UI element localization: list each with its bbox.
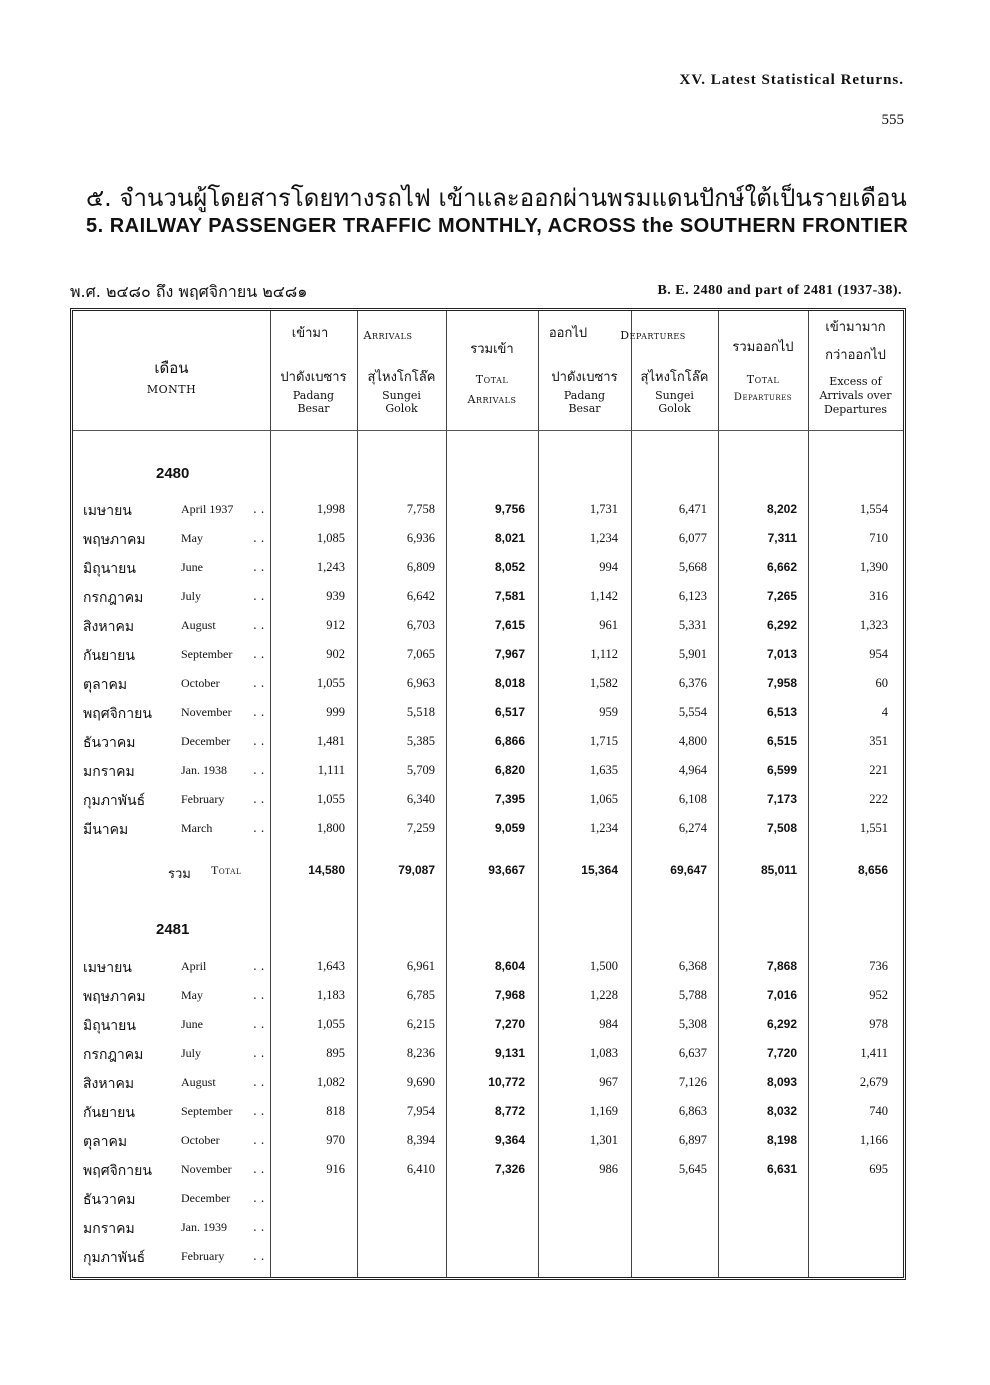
table-row: [73, 1069, 903, 1098]
cell-sa: 6,936: [406, 531, 435, 545]
cell-pa: 902: [326, 647, 345, 661]
leader-dots: . .: [253, 1249, 265, 1263]
cell-sa: 6,642: [406, 589, 435, 603]
cell-ex: 222: [869, 792, 888, 806]
cell-ex: 351: [869, 734, 888, 748]
month-eng: November: [181, 705, 232, 719]
month-eng: October: [181, 676, 220, 690]
cell-pd: 1,234: [589, 821, 618, 835]
cell-sa: 6,410: [406, 1162, 435, 1176]
leader-dots: . .: [253, 821, 265, 835]
cell-ex: 710: [869, 531, 888, 545]
month-eng: December: [181, 734, 231, 748]
cell-ex: 316: [869, 589, 888, 603]
excess-thai: กว่าออกไป: [825, 348, 886, 363]
cell-td: 7,868: [766, 959, 797, 973]
month-thai: กันยายน: [83, 648, 135, 664]
excess-eng: Excess of: [829, 375, 882, 388]
sungei-dep-eng: Golok: [658, 402, 691, 415]
table-row: [73, 612, 903, 641]
table-row: [73, 641, 903, 670]
leader-dots: . .: [253, 647, 265, 661]
month-thai: กันยายน: [83, 1105, 135, 1121]
cell-sd: 5,788: [678, 988, 707, 1002]
month-thai: ตุลาคม: [83, 677, 128, 693]
cell-sa: 6,809: [406, 560, 435, 574]
cell-pd: 1,065: [589, 792, 618, 806]
cell-sa: 7,065: [406, 647, 435, 661]
cell-sa: 7,954: [406, 1104, 435, 1118]
cell-pa: 1,055: [316, 676, 345, 690]
cell-td: 6,631: [766, 1162, 797, 1176]
cell-ta: 9,059: [494, 821, 525, 835]
cell-sd: 6,637: [678, 1046, 707, 1060]
cell-pd: 1,731: [589, 502, 618, 516]
cell-sa: 9,690: [406, 1075, 435, 1089]
cell-sa: 5,385: [406, 734, 435, 748]
cell-pd: 1,228: [589, 988, 618, 1002]
cell-sa: 6,961: [406, 959, 435, 973]
month-thai: มิถุนายน: [83, 561, 136, 577]
year-heading: 2481: [156, 921, 190, 938]
leader-dots: . .: [253, 1104, 265, 1118]
padang-dep-eng: Besar: [568, 402, 601, 415]
cell-pa: 912: [326, 618, 345, 632]
table-row: [73, 786, 903, 815]
cell-td: 7,958: [766, 676, 797, 690]
month-thai: ธันวาคม: [83, 735, 136, 751]
cell-pd: 994: [599, 560, 618, 574]
cell-td: 6,599: [766, 763, 797, 777]
cell-pd: 1,715: [589, 734, 618, 748]
cell-pd: 961: [599, 618, 618, 632]
month-eng: June: [181, 1017, 203, 1031]
table-row: [73, 699, 903, 728]
cell-sd: 6,108: [678, 792, 707, 806]
table-row: [73, 728, 903, 757]
cell-pa: 1,085: [316, 531, 345, 545]
leader-dots: . .: [253, 560, 265, 574]
header-rule: [73, 430, 903, 431]
month-eng: November: [181, 1162, 232, 1176]
total-row: [73, 857, 903, 886]
leader-dots: . .: [253, 1220, 265, 1234]
month-thai: มีนาคม: [83, 822, 129, 838]
cell-ex: 978: [869, 1017, 888, 1031]
cell-sa: 6,703: [406, 618, 435, 632]
leader-dots: . .: [253, 1046, 265, 1060]
cell-sd: 5,901: [678, 647, 707, 661]
month-thai: สิงหาคม: [83, 619, 135, 635]
cell-sd: 6,077: [678, 531, 707, 545]
cell-td: 8,198: [766, 1133, 797, 1147]
cell-td: 7,016: [766, 988, 797, 1002]
cell-pa: 1,111: [317, 763, 345, 777]
sungei-arr-eng: Sungei: [382, 389, 421, 402]
leader-dots: . .: [253, 531, 265, 545]
leader-dots: . .: [253, 988, 265, 1002]
cell-ex: 954: [869, 647, 888, 661]
cell-ex: 1,551: [859, 821, 888, 835]
month-eng: July: [181, 1046, 202, 1060]
cell-pd: 1,142: [589, 589, 618, 603]
cell-sa: 6,340: [406, 792, 435, 806]
month-thai: พฤษภาคม: [83, 989, 146, 1005]
padang-dep-eng: Padang: [563, 389, 606, 402]
cell-ta: 7,967: [494, 647, 525, 661]
cell-sd: 5,554: [678, 705, 707, 719]
cell-td: 8,202: [766, 502, 797, 516]
cell-sa: 8,394: [406, 1133, 435, 1147]
total-sd: 69,647: [670, 863, 707, 877]
padang-arr-eng: Padang: [292, 389, 335, 402]
leader-dots: . .: [253, 1133, 265, 1147]
cell-pd: 1,169: [589, 1104, 618, 1118]
excess-thai: เข้ามามาก: [825, 320, 886, 335]
cell-pa: 1,243: [316, 560, 345, 574]
cell-td: 7,508: [766, 821, 797, 835]
cell-sd: 6,471: [678, 502, 707, 516]
cell-pd: 1,112: [590, 647, 618, 661]
cell-ex: 695: [869, 1162, 888, 1176]
padang-arr-eng: Besar: [297, 402, 330, 415]
table-row: [73, 982, 903, 1011]
thai-title: ๕. จำนวนผู้โดยสารโดยทางรถไฟ เข้าและออกผ่านพรมแดนปักษ์ใต้เป็นรายเดือน: [86, 184, 907, 212]
cell-ex: 4: [881, 705, 888, 719]
cell-sd: 6,897: [678, 1133, 707, 1147]
cell-pa: 939: [326, 589, 345, 603]
cell-ta: 8,018: [494, 676, 525, 690]
cell-ta: 8,021: [494, 531, 525, 545]
table-row: [73, 1098, 903, 1127]
arrivals-eng-header: Arrivals: [363, 329, 413, 342]
cell-ex: 1,390: [859, 560, 888, 574]
total-dep-eng: Total: [746, 373, 780, 386]
cell-pd: 1,500: [589, 959, 618, 973]
month-thai: เมษายน: [83, 503, 132, 519]
leader-dots: . .: [253, 618, 265, 632]
month-thai: พฤษภาคม: [83, 532, 146, 548]
cell-sd: 5,331: [678, 618, 707, 632]
cell-pa: 895: [326, 1046, 345, 1060]
cell-ta: 10,772: [488, 1075, 525, 1089]
month-eng: March: [181, 821, 213, 835]
cell-pa: 1,055: [316, 792, 345, 806]
cell-pd: 1,083: [589, 1046, 618, 1060]
total-arr-eng: Arrivals: [467, 393, 517, 406]
cell-ta: 7,968: [494, 988, 525, 1002]
month-eng: August: [181, 1075, 216, 1089]
cell-ex: 1,166: [859, 1133, 888, 1147]
leader-dots: . .: [253, 734, 265, 748]
cell-ex: 952: [869, 988, 888, 1002]
table-row: [73, 525, 903, 554]
total-arr-thai: รวมเข้า: [470, 342, 514, 357]
cell-sd: 6,368: [678, 959, 707, 973]
month-eng: April: [181, 959, 207, 973]
cell-pa: 1,800: [316, 821, 345, 835]
cell-sa: 7,758: [406, 502, 435, 516]
table-row: [73, 1156, 903, 1185]
cell-sd: 6,274: [678, 821, 707, 835]
cell-ta: 7,395: [494, 792, 525, 806]
departures-thai-header: ออกไป: [548, 326, 588, 341]
cell-td: 6,515: [766, 734, 797, 748]
excess-eng: Arrivals over: [819, 389, 892, 402]
month-thai: ธันวาคม: [83, 1192, 136, 1208]
statistics-table: [70, 308, 906, 1280]
table-row: [73, 496, 903, 525]
excess-eng: Departures: [823, 403, 888, 416]
cell-td: 6,513: [766, 705, 797, 719]
cell-sa: 6,785: [406, 988, 435, 1002]
sungei-arr-thai: สุไหงโกโล๊ค: [367, 370, 436, 385]
table-row: [73, 583, 903, 612]
cell-ex: 1,323: [859, 618, 888, 632]
month-eng: September: [181, 1104, 233, 1118]
cell-ta: 6,866: [494, 734, 525, 748]
cell-pa: 1,998: [316, 502, 345, 516]
table-row: [73, 1243, 903, 1272]
leader-dots: . .: [253, 792, 265, 806]
total-dep-thai: รวมออกไป: [732, 340, 794, 355]
leader-dots: . .: [253, 1162, 265, 1176]
month-eng: April 1937: [181, 502, 234, 516]
total-arr-eng: Total: [475, 373, 509, 386]
year-heading: 2480: [156, 465, 190, 482]
cell-sd: 7,126: [678, 1075, 707, 1089]
cell-pa: 916: [326, 1162, 345, 1176]
cell-pd: 984: [599, 1017, 618, 1031]
cell-pa: 1,082: [316, 1075, 345, 1089]
arrivals-thai-header: เข้ามา: [291, 326, 329, 341]
cell-ex: 1,554: [859, 502, 888, 516]
cell-td: 6,292: [766, 1017, 797, 1031]
cell-ex: 60: [875, 676, 888, 690]
cell-sd: 5,645: [678, 1162, 707, 1176]
table-row: [73, 953, 903, 982]
table-row: [73, 1185, 903, 1214]
cell-td: 6,662: [766, 560, 797, 574]
month-thai: มกราคม: [83, 1221, 135, 1237]
table-row: [73, 1127, 903, 1156]
table-row: [73, 815, 903, 844]
month-eng: July: [181, 589, 202, 603]
month-eng: May: [181, 531, 203, 545]
table-row: [73, 1214, 903, 1243]
total-sa: 79,087: [398, 863, 435, 877]
cell-ex: 2,679: [859, 1075, 888, 1089]
month-eng: May: [181, 988, 203, 1002]
cell-pd: 967: [599, 1075, 618, 1089]
padang-arr-thai: ปาดังเบซาร: [280, 370, 347, 385]
cell-sd: 4,964: [678, 763, 707, 777]
cell-sa: 5,709: [406, 763, 435, 777]
cell-pa: 970: [326, 1133, 345, 1147]
leader-dots: . .: [253, 959, 265, 973]
leader-dots: . .: [253, 1191, 265, 1205]
leader-dots: . .: [253, 676, 265, 690]
month-thai: กรกฎาคม: [83, 1047, 144, 1063]
cell-ta: 9,756: [494, 502, 525, 516]
cell-sd: 5,308: [678, 1017, 707, 1031]
cell-td: 7,013: [766, 647, 797, 661]
leader-dots: . .: [253, 589, 265, 603]
month-thai: กุมภาพันธ์: [83, 793, 146, 809]
cell-ta: 7,615: [494, 618, 525, 632]
padang-dep-thai: ปาดังเบซาร: [551, 370, 618, 385]
cell-pd: 1,635: [589, 763, 618, 777]
table-row: [73, 554, 903, 583]
cell-pd: 959: [599, 705, 618, 719]
month-thai: กรกฎาคม: [83, 590, 144, 606]
page-number: 555: [881, 112, 904, 128]
cell-sd: 6,123: [678, 589, 707, 603]
total-thai: รวม: [168, 867, 191, 882]
month-eng: February: [181, 1249, 225, 1263]
cell-pd: 1,234: [589, 531, 618, 545]
cell-pa: 818: [326, 1104, 345, 1118]
month-thai: พฤศจิกายน: [83, 706, 152, 722]
cell-td: 7,173: [766, 792, 797, 806]
table-row: [73, 670, 903, 699]
month-eng: Jan. 1939: [181, 1220, 227, 1234]
month-thai: ตุลาคม: [83, 1134, 128, 1150]
month-thai: มิถุนายน: [83, 1018, 136, 1034]
cell-sd: 6,376: [678, 676, 707, 690]
cell-td: 7,720: [766, 1046, 797, 1060]
cell-sa: 5,518: [406, 705, 435, 719]
table-row: [73, 1011, 903, 1040]
cell-sa: 8,236: [406, 1046, 435, 1060]
cell-td: 8,093: [766, 1075, 797, 1089]
month-eng: February: [181, 792, 225, 806]
total-pd: 15,364: [581, 863, 618, 877]
cell-td: 6,292: [766, 618, 797, 632]
sungei-dep-thai: สุไหงโกโล๊ค: [640, 370, 709, 385]
cell-td: 7,265: [766, 589, 797, 603]
month-thai: พฤศจิกายน: [83, 1163, 152, 1179]
cell-td: 7,311: [767, 531, 797, 545]
cell-sa: 6,215: [406, 1017, 435, 1031]
month-thai: สิงหาคม: [83, 1076, 135, 1092]
cell-pd: 986: [599, 1162, 618, 1176]
month-eng: October: [181, 1133, 220, 1147]
month-eng: June: [181, 560, 203, 574]
cell-ta: 8,772: [494, 1104, 525, 1118]
cell-ta: 6,517: [494, 705, 525, 719]
cell-sa: 6,963: [406, 676, 435, 690]
cell-pa: 1,055: [316, 1017, 345, 1031]
cell-pa: 999: [326, 705, 345, 719]
total-pa: 14,580: [308, 863, 345, 877]
running-header: XV. Latest Statistical Returns.: [679, 72, 904, 88]
leader-dots: . .: [253, 1017, 265, 1031]
cell-ex: 740: [869, 1104, 888, 1118]
cell-ta: 6,820: [494, 763, 525, 777]
cell-sd: 6,863: [678, 1104, 707, 1118]
cell-ex: 736: [869, 959, 888, 973]
cell-sd: 5,668: [678, 560, 707, 574]
total-ta: 93,667: [488, 863, 525, 877]
cell-ta: 7,270: [494, 1017, 525, 1031]
cell-sd: 4,800: [678, 734, 707, 748]
cell-pa: 1,481: [316, 734, 345, 748]
cell-ta: 7,326: [494, 1162, 525, 1176]
leader-dots: . .: [253, 705, 265, 719]
month-eng: August: [181, 618, 216, 632]
cell-pd: 1,582: [589, 676, 618, 690]
month-eng: September: [181, 647, 233, 661]
cell-ex: 1,411: [860, 1046, 888, 1060]
total-dep-eng: Departures: [733, 392, 793, 403]
departures-eng-header: Departures: [620, 329, 686, 342]
thai-subtitle: พ.ศ. ๒๔๘๐ ถึง พฤศจิกายน ๒๔๘๑: [70, 282, 308, 301]
english-subtitle: B. E. 2480 and part of 2481 (1937-38).: [657, 283, 902, 298]
month-eng: Jan. 1938: [181, 763, 227, 777]
leader-dots: . .: [253, 502, 265, 516]
month-thai: กุมภาพันธ์: [83, 1250, 146, 1266]
leader-dots: . .: [253, 1075, 265, 1089]
cell-ta: 8,604: [494, 959, 525, 973]
leader-dots: . .: [253, 763, 265, 777]
sungei-dep-eng: Sungei: [655, 389, 694, 402]
table-row: [73, 1040, 903, 1069]
month-eng: December: [181, 1191, 231, 1205]
table-row: [73, 757, 903, 786]
cell-ta: 9,364: [494, 1133, 525, 1147]
cell-ta: 8,052: [494, 560, 525, 574]
cell-ta: 9,131: [494, 1046, 525, 1060]
cell-ex: 221: [869, 763, 888, 777]
month-thai-header: เดือน: [154, 359, 189, 377]
total-td: 85,011: [760, 863, 797, 877]
sungei-arr-eng: Golok: [385, 402, 418, 415]
cell-pd: 1,301: [589, 1133, 618, 1147]
total-eng: Total: [211, 863, 242, 877]
cell-sa: 7,259: [406, 821, 435, 835]
cell-ta: 7,581: [494, 589, 525, 603]
month-thai: เมษายน: [83, 960, 132, 976]
cell-pa: 1,183: [316, 988, 345, 1002]
cell-pa: 1,643: [316, 959, 345, 973]
total-ex: 8,656: [857, 863, 888, 877]
month-thai: มกราคม: [83, 764, 135, 780]
english-title: 5. RAILWAY PASSENGER TRAFFIC MONTHLY, ACROSS the SOUTHERN FRONTIER: [86, 215, 909, 237]
cell-td: 8,032: [766, 1104, 797, 1118]
month-eng-header: MONTH: [146, 383, 197, 396]
